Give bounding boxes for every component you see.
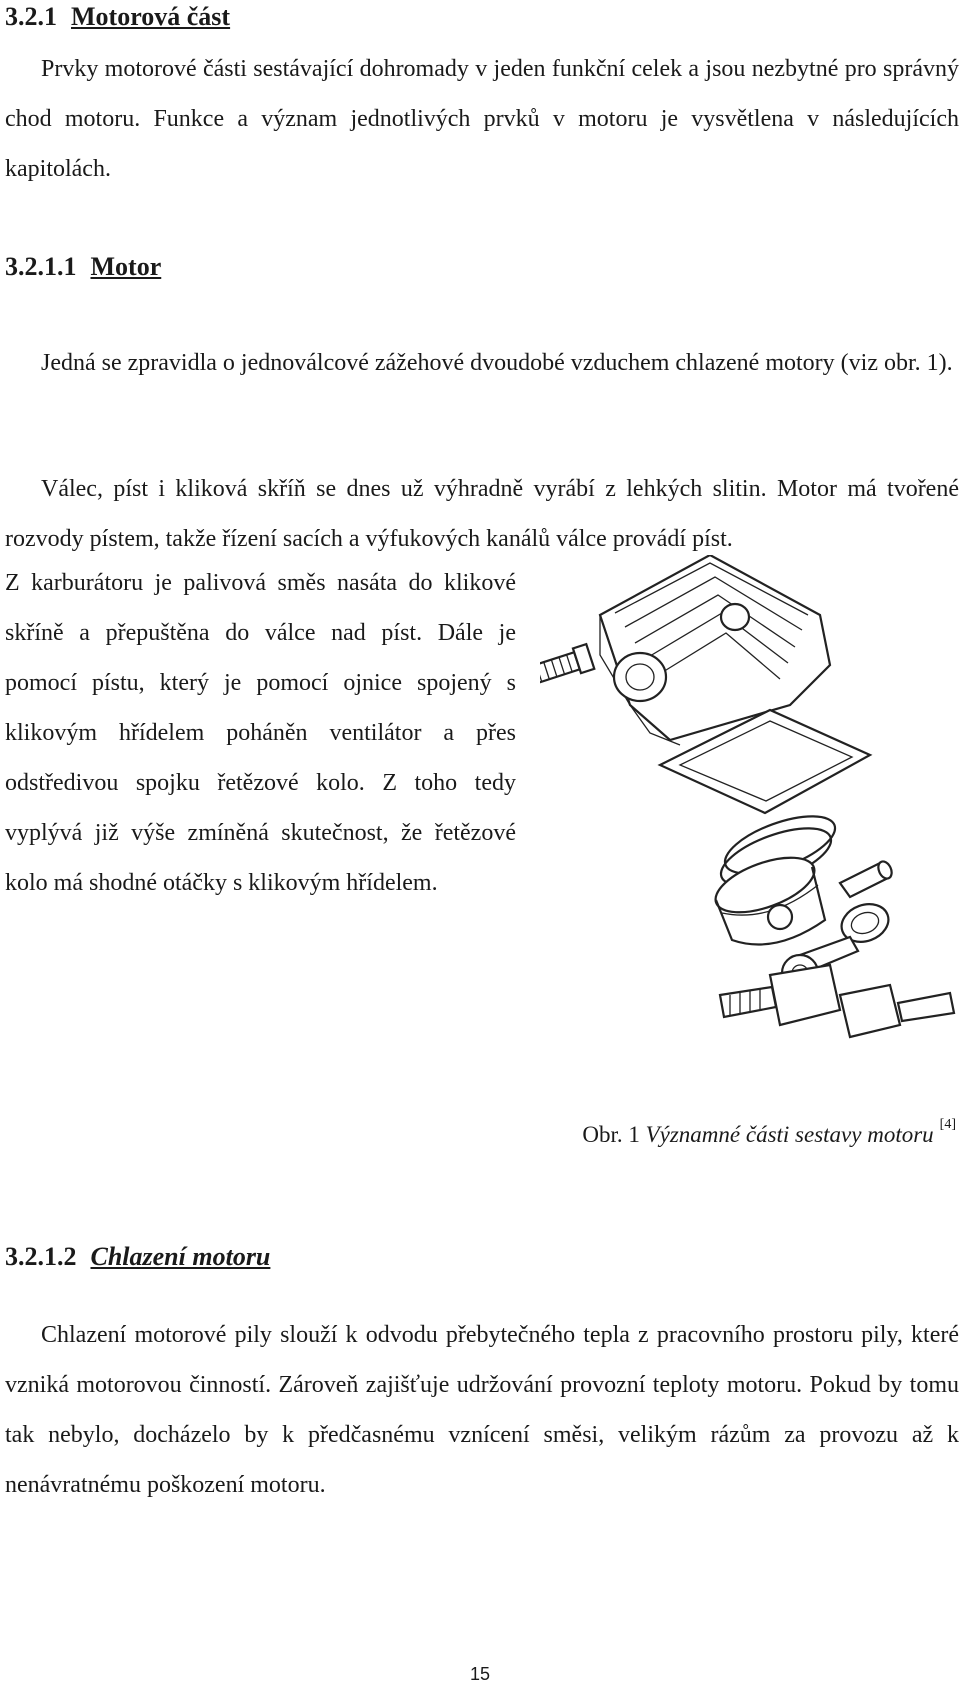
subsection-heading-motor bbox=[5, 250, 161, 284]
section-number: 3.2.1 bbox=[5, 2, 57, 31]
subsection-number: 3.2.1.2 bbox=[5, 1242, 77, 1271]
engine-parts-illustration bbox=[540, 555, 960, 1065]
paragraph-carburetor: Z karburátoru je palivová směs nasáta do klikové skříně a přepuštěna do válce nad píst. Dále je pomocí pístu, který je pomocí ojnice spojený s klikovým hřídelem poháněn ventilátor a přes odstředivou spojku řetězové kolo. Z toho tedy vyplývá již výše zmíněná skutečnost, že řetězové kolo má shodné otáčky s klikovým hřídelem. bbox=[5, 570, 516, 896]
caption-prefix: Obr. 1 bbox=[582, 1122, 640, 1147]
caption-reference: [4] bbox=[939, 1117, 956, 1132]
paragraph-intro: Prvky motorové části sestávající dohromady v jeden funkční celek a jsou nezbytné pro správný chod motoru. Funkce a význam jednotlivých prvků v motoru je vysvětlena v následujících kapitolách. bbox=[5, 56, 959, 182]
cylinder-icon bbox=[600, 555, 830, 745]
caption-text: Významné části sestavy motoru bbox=[645, 1122, 934, 1147]
paragraph-cylinder: Válec, píst i kliková skříň se dnes už výhradně vyrábí z lehkých slitin. Motor má tvořené rozvody pístem, takže řízení sacích a výfukových kanálů válce provádí píst. bbox=[5, 476, 959, 552]
subsection-number: 3.2.1.1 bbox=[5, 252, 77, 281]
spark-plug-icon bbox=[540, 644, 594, 688]
subsection-title: Chlazení motoru bbox=[90, 1242, 271, 1271]
section-heading bbox=[5, 0, 230, 34]
paragraph-cooling: Chlazení motorové pily slouží k odvodu přebytečného tepla z pracovního prostoru pily, které vzniká motorovou činností. Zároveň zajišťuje udržování provozní teploty motoru. Pokud by tomu tak nebylo, docházelo by k předčasnému vznícení směsi, velikým rázům za provozu až k nenávratnému poškození motoru. bbox=[5, 1322, 959, 1498]
paragraph-motor-type: Jedná se zpravidla o jednoválcové zážehové dvoudobé vzduchem chlazené motory (viz obr. 1). bbox=[41, 350, 953, 376]
page-number: 15 bbox=[469, 1664, 491, 1684]
crankshaft-icon bbox=[720, 937, 954, 1037]
subsection-heading-cooling bbox=[5, 1240, 270, 1274]
piston-pin-icon bbox=[840, 859, 894, 897]
figure-caption bbox=[528, 1110, 956, 1150]
subsection-title: Motor bbox=[90, 252, 162, 281]
section-title: Motorová část bbox=[71, 2, 231, 31]
